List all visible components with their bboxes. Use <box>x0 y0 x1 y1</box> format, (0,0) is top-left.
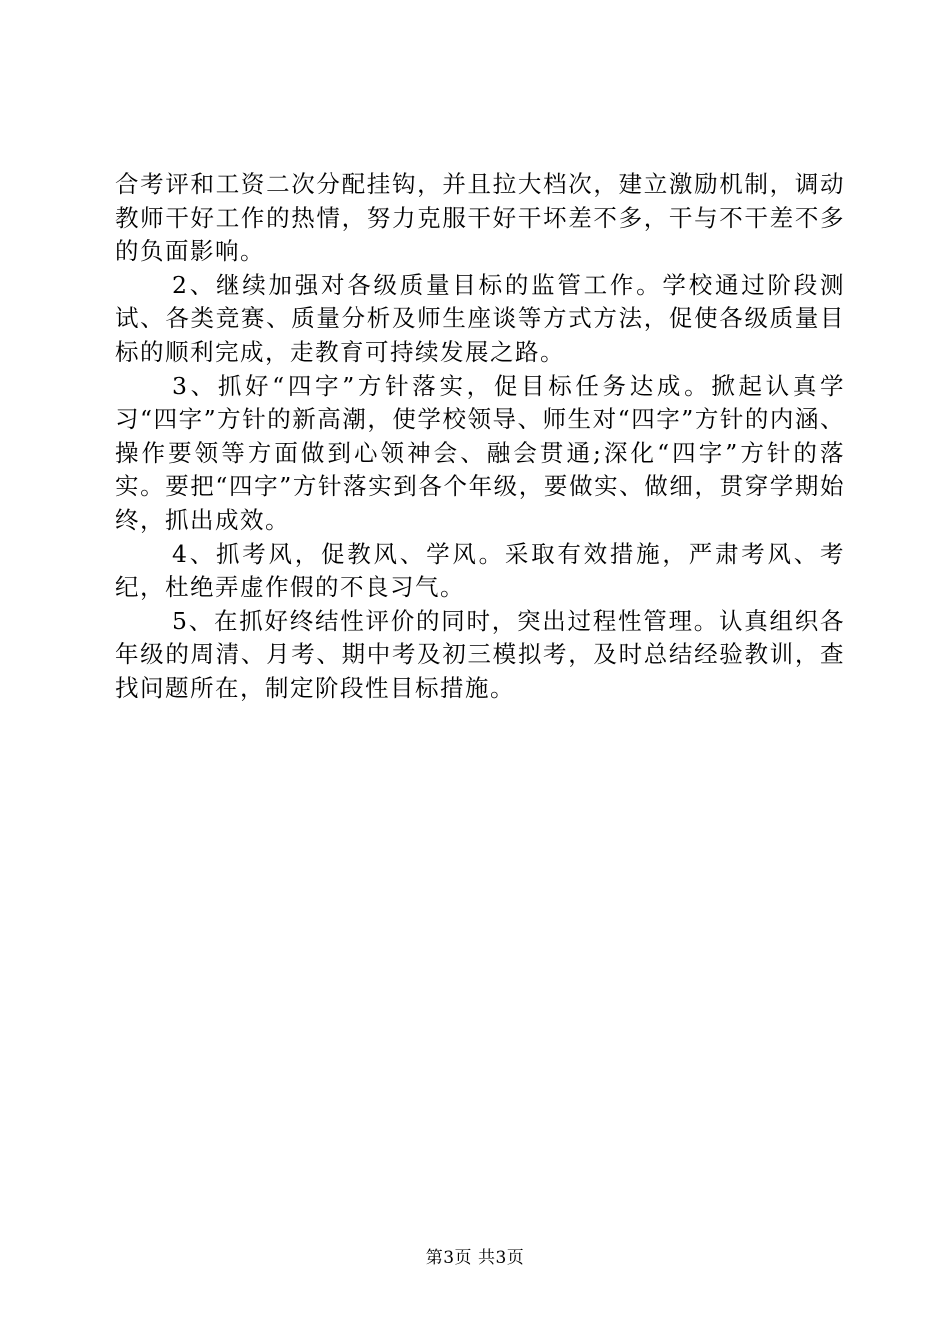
paragraph-continued: 合考评和工资二次分配挂钩，并且拉大档次，建立激励机制，调动教师干好工作的热情，努力克服干好干坏差不多，干与不干差不多的负面影响。 <box>115 170 845 266</box>
document-body <box>115 168 845 706</box>
paragraph-item-5: 5、在抓好终结性评价的同时，突出过程性管理。认真组织各年级的周清、月考、期中考及初三模拟考，及时总结经验教训，查找问题所在，制定阶段性目标措施。 <box>115 606 845 702</box>
paragraph-item-2: 2、继续加强对各级质量目标的监管工作。学校通过阶段测试、各类竞赛、质量分析及师生座谈等方式方法，促使各级质量目标的顺利完成，走教育可持续发展之路。 <box>115 270 845 366</box>
page-footer: 第3页 共3页 <box>425 1248 525 1268</box>
paragraph-item-3: 3、抓好“四字”方针落实，促目标任务达成。掀起认真学习“四字”方针的新高潮，使学校领导、师生对“四字”方针的内涵、操作要领等方面做到心领神会、融会贯通;深化“四字”方针的落实。要把“四字”方针落实到各个年级，要做实、做细，贯穿学期始终，抓出成效。 <box>115 371 845 534</box>
paragraph-item-4: 4、抓考风，促教风、学风。采取有效措施，严肃考风、考纪，杜绝弄虚作假的不良习气。 <box>115 539 845 602</box>
